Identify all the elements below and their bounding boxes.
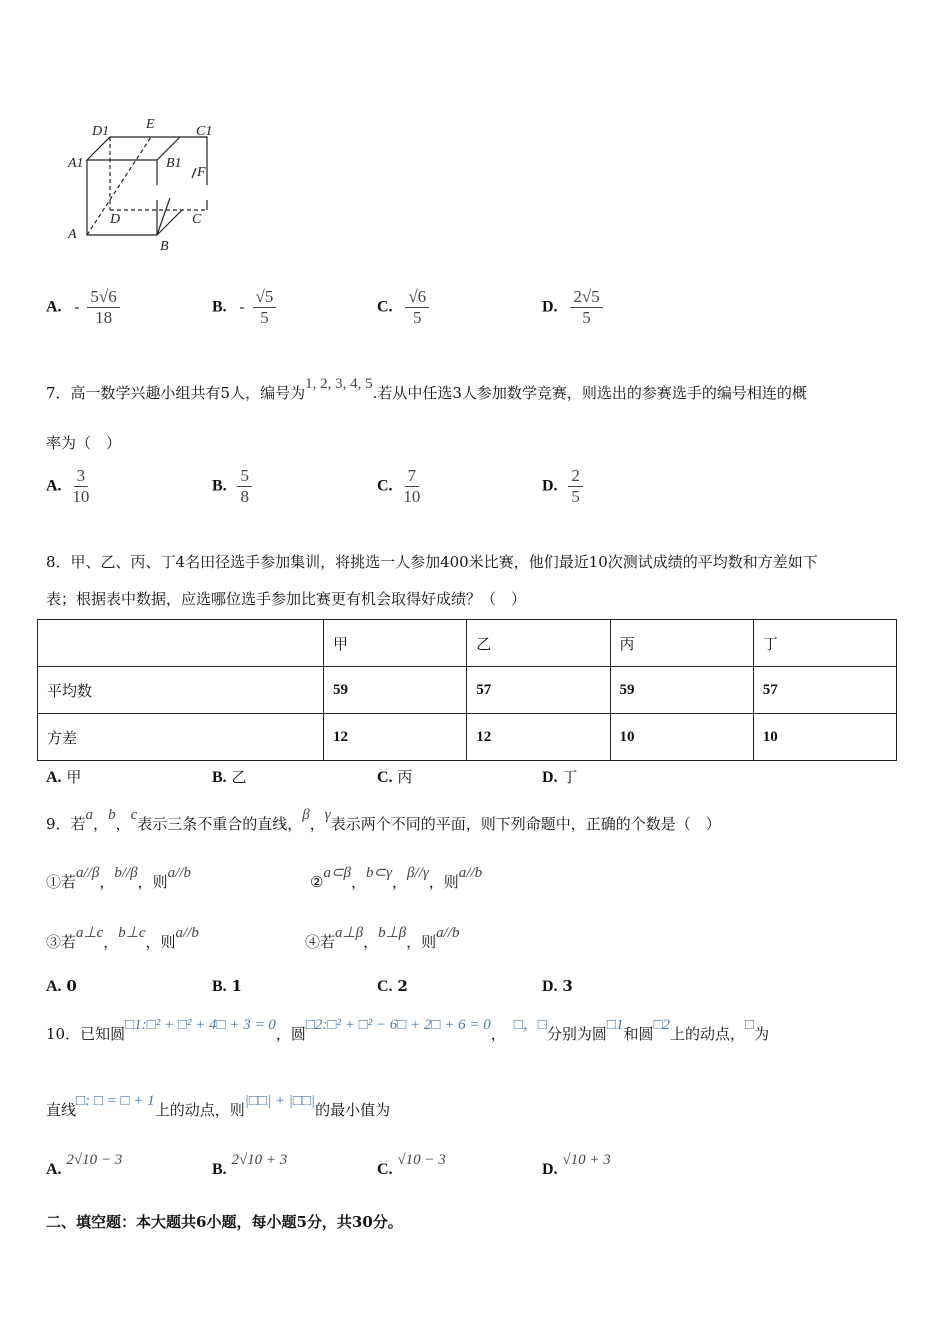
header-cell: 丁 — [753, 620, 896, 667]
q8-stem-line2: 表；根据表中数据，应选哪位选手参加比赛更有机会取得好成绩？（ ） — [46, 590, 527, 608]
fraction — [87, 287, 119, 328]
label-F: F — [197, 165, 206, 180]
q6-option-c[interactable] — [377, 287, 429, 328]
section-heading: 二、填空题：本大题共6小题，每小题5分，共30分。 — [46, 1213, 403, 1231]
option-label: C. — [377, 769, 393, 786]
label-B1: B1 — [166, 156, 182, 171]
option-label: A. — [46, 978, 62, 995]
math: 1, 2, 3, 4, 5 — [305, 376, 373, 392]
text: ， — [351, 873, 367, 891]
numerator: 2√5 — [570, 287, 602, 308]
numerator: 2 — [568, 466, 583, 487]
math: a — [85, 807, 94, 823]
math: a⊥c — [76, 925, 104, 941]
denominator: 5 — [571, 487, 580, 506]
fraction — [403, 466, 420, 507]
q9-statement-3 — [46, 925, 199, 952]
math: b//β — [114, 865, 138, 881]
numerator: 7 — [405, 466, 420, 487]
option-text: 0 — [66, 977, 77, 995]
option-label: A. — [46, 298, 62, 316]
text: ， — [363, 933, 379, 951]
sign: - — [239, 297, 245, 316]
q7-option-b[interactable] — [212, 466, 252, 507]
q8-option-d[interactable] — [542, 766, 577, 787]
label-B: B — [160, 239, 169, 254]
cell: 12 — [467, 714, 610, 761]
option-label: A. — [46, 1161, 62, 1178]
table-row — [38, 714, 897, 761]
option-label: D. — [542, 298, 558, 316]
math: a//b — [167, 865, 192, 881]
option-text: 3 — [562, 977, 573, 995]
text: ，圆 — [275, 1025, 306, 1043]
cell: 10 — [610, 714, 753, 761]
row-label: 方差 — [38, 714, 324, 761]
option-text: 2 — [397, 977, 408, 995]
text: ， — [309, 815, 325, 833]
q7-option-a[interactable] — [46, 466, 89, 507]
math: □ — [745, 1017, 755, 1033]
math: □1 — [606, 1017, 624, 1033]
math: β//γ — [407, 865, 429, 881]
cube-figure — [62, 110, 222, 255]
q9-stem — [46, 807, 721, 834]
text: ④若 — [305, 933, 336, 951]
option-label: B. — [212, 477, 227, 495]
text: 的最小值为 — [315, 1101, 391, 1119]
math: b⊥c — [118, 925, 146, 941]
q9-option-a[interactable] — [46, 977, 77, 996]
text: ③若 — [46, 933, 77, 951]
label-D: D — [110, 212, 121, 227]
table-row — [38, 667, 897, 714]
math: |□□| + |□□| — [244, 1093, 316, 1109]
header-cell: 甲 — [324, 620, 467, 667]
denominator: 8 — [240, 487, 249, 506]
text: .若从中任选3人参加数学竞赛，则选出的参赛选手的编号相连的概 — [372, 384, 807, 402]
q9-statement-1 — [46, 865, 192, 892]
option-label: A. — [46, 477, 62, 495]
option-label: C. — [377, 978, 393, 995]
q9-statement-2 — [310, 865, 483, 892]
text: ，则 — [428, 873, 459, 891]
q7-stem — [46, 376, 807, 403]
option-text: √10 + 3 — [562, 1152, 611, 1168]
text: 和圆 — [623, 1025, 654, 1043]
math: b — [108, 807, 116, 823]
row-label: 平均数 — [38, 667, 324, 714]
text: 分别为圆 — [546, 1025, 607, 1043]
text: ， — [115, 815, 131, 833]
table-header-row — [38, 620, 897, 667]
option-text: 2√10 − 3 — [66, 1152, 123, 1168]
numerator: √6 — [405, 287, 429, 308]
text: 表示两个不同的平面，则下列命题中，正确的个数是（ ） — [330, 815, 721, 833]
cell: 59 — [610, 667, 753, 714]
math: γ — [324, 807, 331, 823]
q10-stem — [46, 1017, 770, 1044]
q10-stem-line2 — [46, 1093, 391, 1120]
score-table — [37, 619, 897, 761]
q6-option-d[interactable] — [542, 287, 603, 328]
math: a⊥β — [335, 925, 364, 941]
denominator: 10 — [72, 487, 90, 506]
option-label: C. — [377, 1161, 393, 1178]
text: 上的动点， — [670, 1025, 746, 1043]
text: ， — [99, 873, 115, 891]
header-cell: 丙 — [610, 620, 753, 667]
q6-option-a[interactable] — [46, 287, 120, 328]
option-label: B. — [212, 1161, 227, 1178]
denominator: 5 — [582, 308, 591, 327]
q10-option-c[interactable] — [377, 1152, 446, 1179]
cell: 57 — [467, 667, 610, 714]
label-C: C — [192, 212, 202, 227]
text: ， — [103, 933, 119, 951]
math: a//β — [76, 865, 100, 881]
q8-stem: 8．甲、乙、丙、丁4名田径选手参加集训，将挑选一人参加400米比赛，他们最近10次测试成绩的平均数和方差如下 — [46, 553, 818, 571]
option-label: D. — [542, 769, 558, 786]
option-text: 甲 — [66, 768, 82, 786]
option-label: C. — [377, 298, 393, 316]
label-A1: A1 — [68, 156, 84, 171]
label-C1: C1 — [196, 124, 213, 139]
label-D1: D1 — [92, 124, 110, 139]
q9-statement-4 — [305, 925, 460, 952]
cell: 10 — [753, 714, 896, 761]
math: β — [302, 807, 310, 823]
text: 上的动点，则 — [154, 1101, 245, 1119]
cell: 57 — [753, 667, 896, 714]
option-text: 1 — [231, 977, 242, 995]
option-text: 2√10 + 3 — [231, 1152, 288, 1168]
sign: - — [74, 297, 80, 316]
q6-option-b[interactable] — [212, 287, 276, 328]
text: ， — [490, 1025, 506, 1043]
text: ，则 — [145, 933, 176, 951]
text: 7．高一数学兴趣小组共有5人，编号为 — [46, 384, 306, 402]
denominator: 5 — [413, 308, 422, 327]
option-label: D. — [542, 978, 558, 995]
option-text: 丁 — [562, 768, 578, 786]
option-label: D. — [542, 1161, 558, 1178]
text: 10．已知圆 — [46, 1025, 126, 1043]
math: a⊂β — [323, 865, 351, 881]
fraction — [72, 466, 89, 507]
label-E: E — [146, 117, 155, 132]
q7-option-d[interactable] — [542, 466, 583, 507]
text: 直线 — [46, 1101, 77, 1119]
option-label: A. — [46, 769, 62, 786]
text: ， — [93, 815, 109, 833]
fraction — [570, 287, 602, 328]
text: ， — [392, 873, 408, 891]
q8-option-a[interactable] — [46, 766, 81, 787]
denominator: 5 — [260, 308, 269, 327]
text: ，则 — [137, 873, 168, 891]
numerator: 5√6 — [87, 287, 119, 308]
math: □: □ = □ + 1 — [76, 1093, 155, 1109]
option-label: B. — [212, 298, 227, 316]
text: 9．若 — [46, 815, 86, 833]
cell: 12 — [324, 714, 467, 761]
option-text: √10 − 3 — [397, 1152, 446, 1168]
math: □2 — [653, 1017, 671, 1033]
text: ①若 — [46, 873, 77, 891]
q10-option-b[interactable] — [212, 1152, 288, 1179]
text: ，则 — [406, 933, 437, 951]
header-cell — [38, 620, 324, 667]
numerator: √5 — [253, 287, 277, 308]
text: 为 — [754, 1025, 770, 1043]
option-label: C. — [377, 477, 393, 495]
denominator: 10 — [403, 487, 421, 506]
q7-stem-line2: 率为（ ） — [46, 434, 122, 452]
q7-option-c[interactable] — [377, 466, 420, 507]
text: 表示三条不重合的直线， — [137, 815, 303, 833]
fraction — [237, 466, 252, 507]
denominator: 18 — [95, 308, 113, 327]
option-label: B. — [212, 769, 227, 786]
option-text: 乙 — [231, 768, 247, 786]
q8-option-c[interactable] — [377, 766, 412, 787]
q9-option-b[interactable] — [212, 977, 242, 996]
q10-option-d[interactable] — [542, 1152, 611, 1179]
option-label: D. — [542, 477, 558, 495]
math: b⊥β — [378, 925, 407, 941]
fraction — [568, 466, 583, 507]
header-cell: 乙 — [467, 620, 610, 667]
fraction — [405, 287, 429, 328]
text: ② — [310, 873, 324, 891]
q10-option-a[interactable] — [46, 1152, 123, 1179]
math: □2:□² + □² − 6□ + 2□ + 6 = 0 — [305, 1017, 491, 1033]
math: □1:□² + □² + 4□ + 3 = 0 — [125, 1017, 276, 1033]
fraction — [253, 287, 277, 328]
option-label: B. — [212, 978, 227, 995]
cell: 59 — [324, 667, 467, 714]
numerator: 5 — [237, 466, 252, 487]
math: b⊂γ — [366, 865, 392, 881]
q9-option-d[interactable] — [542, 977, 573, 996]
math: c — [130, 807, 138, 823]
q8-option-b[interactable] — [212, 766, 246, 787]
math: a//b — [175, 925, 199, 941]
math: a//b — [458, 865, 483, 881]
option-text: 丙 — [397, 768, 413, 786]
numerator: 3 — [74, 466, 89, 487]
q9-option-c[interactable] — [377, 977, 408, 996]
math: a//b — [436, 925, 460, 941]
math: □，□ — [513, 1017, 547, 1033]
label-A: A — [68, 227, 77, 242]
